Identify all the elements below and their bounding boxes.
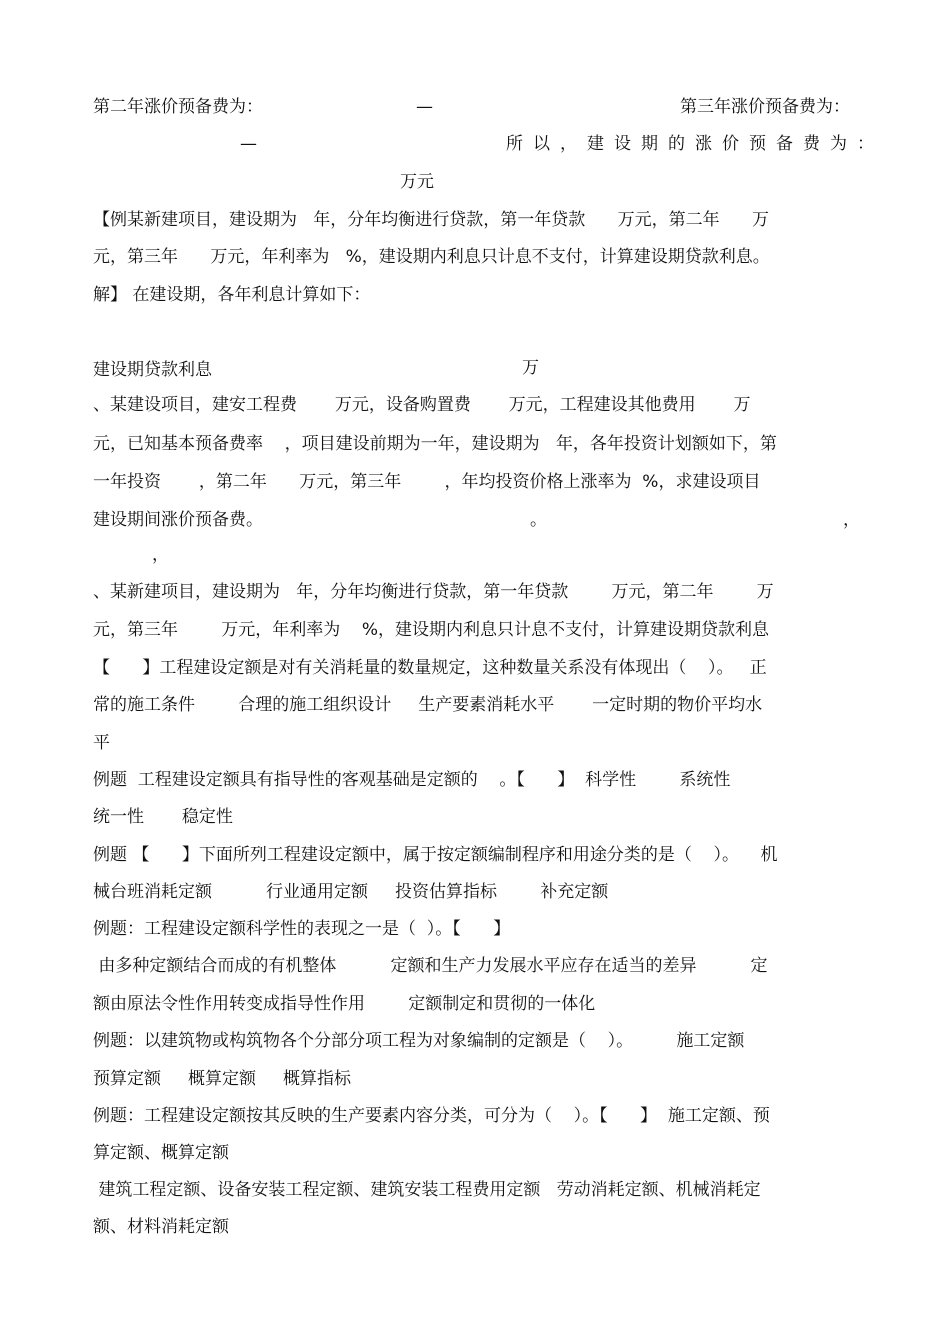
total-price-reserve-label: 所以，建设期的涨价预备费为： <box>506 134 884 154</box>
question-options: 常的施工条件 合理的施工组织设计 生产要素消耗水平 一定时期的物价平均水 <box>93 695 763 715</box>
question-line: 例题 工程建设定额具有指导性的客观基础是定额的 。【 】 科学性 系统性 <box>93 770 731 790</box>
question-options: 由多种定额结合而成的有机整体 定额和生产力发展水平应存在适当的差异 定 <box>93 956 768 976</box>
example-question-line: 【例某新建项目，建设期为 年，分年均衡进行贷款，第一年贷款 万元，第二年 万 <box>93 210 770 230</box>
exercise-line: 、某新建项目，建设期为 年，分年均衡进行贷款，第一年贷款 万元，第二年 万 <box>93 582 774 602</box>
question-options: 额、材料消耗定额 <box>93 1217 229 1237</box>
question-options: 械台班消耗定额 行业通用定额 投资估算指标 补充定额 <box>93 882 609 902</box>
question-options: 额由原法令性作用转变成指导性作用 定额制定和贯彻的一体化 <box>93 994 596 1014</box>
exercise-line: 一年投资 ，第二年 万元，第三年 ，年均投资价格上涨率为 %，求建设项目 <box>93 472 761 492</box>
year2-price-reserve-label: 第二年涨价预备费为： <box>93 97 263 117</box>
exercise-line: 元，已知基本预备费率 ，项目建设前期为一年，建设期为 年，各年投资计划额如下，第 <box>93 434 777 454</box>
solution-line: 解】 在建设期，各年利息计算如下： <box>93 285 371 305</box>
unit-wanyuan: 万元 <box>400 172 434 192</box>
year3-price-reserve-label: 第三年涨价预备费为： <box>680 97 850 117</box>
dash: — <box>240 134 257 154</box>
punctuation: ， <box>843 510 860 530</box>
question-line: 【 】工程建设定额是对有关消耗量的数量规定，这种数量关系没有体现出（ ）。 正 <box>93 658 767 678</box>
question-options: 算定额、概算定额 <box>93 1143 229 1163</box>
punctuation: ， <box>152 545 169 565</box>
question-line: 例题：工程建设定额科学性的表现之一是（ ）。【 】 <box>93 919 511 939</box>
exercise-line: 建设期间涨价预备费。 <box>93 510 263 530</box>
example-question-line: 元，第三年 万元，年利率为 %，建设期内利息只计息不支付，计算建设期贷款利息。 <box>93 247 770 267</box>
dash: — <box>416 97 433 117</box>
question-line: 例题：以建筑物或构筑物各个分部分项工程为对象编制的定额是（ ）。 施工定额 <box>93 1031 745 1051</box>
question-line: 例题 【 】下面所列工程建设定额中，属于按定额编制程序和用途分类的是（ ）。 机 <box>93 845 778 865</box>
exercise-line: 元，第三年 万元，年利率为 %，建设期内利息只计息不支付，计算建设期贷款利息 <box>93 620 769 640</box>
question-line: 例题：工程建设定额按其反映的生产要素内容分类，可分为（ ）。【 】 施工定额、预 <box>93 1106 770 1126</box>
unit-wan: 万 <box>522 358 539 378</box>
punctuation: 。 <box>530 510 547 530</box>
question-options: 预算定额 概算定额 概算指标 <box>93 1069 352 1089</box>
question-options: 统一性 稳定性 <box>93 807 233 827</box>
exercise-line: 、某建设项目，建安工程费 万元，设备购置费 万元，工程建设其他费用 万 <box>93 395 751 415</box>
question-options: 平 <box>93 733 110 753</box>
question-options: 建筑工程定额、设备安装工程定额、建筑安装工程费用定额 劳动消耗定额、机械消耗定 <box>93 1180 761 1200</box>
loan-interest-label: 建设期贷款利息 <box>93 360 212 380</box>
